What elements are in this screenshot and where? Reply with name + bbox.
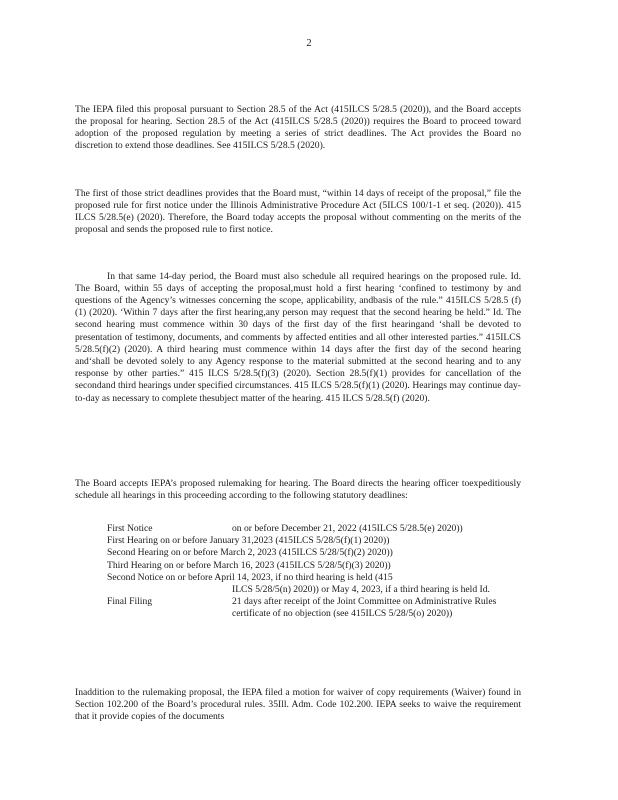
- paragraph-waiver-motion: Inaddition to the rulemaking proposal, the IEPA filed a motion for waiver of copy requirements (Waiver) found in Section 102.200 of the Board’s procedural rules. 35Ill. Adm. Code 102.200. IEPA seeks to waive the requirement that it provide copies of the documents: [75, 686, 521, 722]
- deadline-value: on or before December 21, 2022 (415ILCS 5/28.5(e) 2020)): [232, 523, 463, 534]
- deadline-label: First Notice: [107, 523, 153, 534]
- deadline-row-second-notice: [107, 572, 527, 584]
- deadline-value: 21 days after receipt of the Joint Committee on Administrative Rules certificate of no objection (see 415ILCS 5/28/5(o) 2020)): [232, 596, 497, 620]
- paragraph-board-accepts: The Board accepts IEPA’s proposed rulemaking for hearing. The Board directs the hearing officer toexpeditiously schedule all hearings in this proceeding according to the following statutory deadlines:: [75, 477, 521, 501]
- deadline-row-first-hearing: [107, 535, 527, 547]
- deadline-entry: Second Hearing on or before March 2, 2023 (415ILCS 5/28/5(f)(2) 2020)): [107, 547, 393, 559]
- statutory-deadlines-table: [107, 523, 527, 621]
- deadline-row-second-hearing: [107, 547, 527, 559]
- deadline-label: Final Filing: [107, 596, 153, 608]
- deadline-entry: Third Hearing on or before March 16, 2023 (415ILCS 5/28/5(f)(3) 2020)): [107, 559, 391, 571]
- paragraph-first-deadline: The first of those strict deadlines provides that the Board must, “within 14 days of receipt of the proposal,” file the proposed rule for first notice under the Illinois Administrative Procedure Act (5ILCS 100/1-1 et seq. (2020)). 415 ILCS 5/28.5(e) (2020). Therefore, the Board today accepts the proposal without commenting on the merits of the proposal and sends the proposed rule to first notice.: [75, 187, 521, 236]
- deadline-row-first-notice: [107, 523, 527, 535]
- deadline-row-final-filing: [107, 596, 527, 620]
- paragraph-filing-pursuant: The IEPA filed this proposal pursuant to Section 28.5 of the Act (415ILCS 5/28.5 (2020)), and the Board accepts the proposal for hearing. Section 28.5 of the Act (415ILCS 5/28.5 (2020)) requires the Board to proceed toward adoption of the proposed regulation by meeting a series of strict deadlines. The Act provides the Board no discretion to extend those deadlines. See 415ILCS 5/28.5 (2020).: [75, 103, 521, 152]
- deadline-row-second-notice-cont: [107, 584, 527, 596]
- page-number: 2: [306, 38, 312, 49]
- deadline-entry: First Hearing on or before January 31,2023 (415ILCS 5/28/5(f)(1) 2020)): [107, 535, 390, 547]
- deadline-value: ILCS 5/28/5(n) 2020)) or May 4, 2023, if a third hearing is held Id.: [232, 584, 490, 596]
- deadline-row-third-hearing: [107, 560, 527, 572]
- deadline-entry: Second Notice on or before April 14, 2023, if no third hearing is held (415: [107, 571, 393, 583]
- paragraph-hearing-schedule: In that same 14-day period, the Board must also schedule all required hearings on the proposed rule. Id. The Board, within 55 days of accepting the proposal,must hold a first hearing ‘confined to testimony by and questions of the Agency’s witnesses concerning the scope, applicability, andbasis of the rule.” 415ILCS 5/28.5 (f)(1) (2020). ‘Within 7 days after the first hearing,any person may request that the second hearing be held.” Id. The second hearing must commence within 30 days of the first day of the first hearingand ‘shall be devoted to presentation of testimony, documents, and comments by affected entities and all other interested parties.” 415ILCS 5/28.5(f)(2) (2020). A third hearing must commence within 14 days after the first day of the second hearing and‘shall be devoted solely to any Agency response to the material submitted at the second hearing and to any response by other parties.” 415 ILCS 5/28.5(f)(3) (2020). Section 28.5(f)(1) provides for cancellation of the secondand third hearings under specified circumstances. 415 ILCS 5/28.5(f)(1) (2020). Hearings may continue day- to-day as necessary to complete thesubject matter of the hearing. 415 ILCS 5/28.5(f) (2020).: [75, 270, 521, 404]
